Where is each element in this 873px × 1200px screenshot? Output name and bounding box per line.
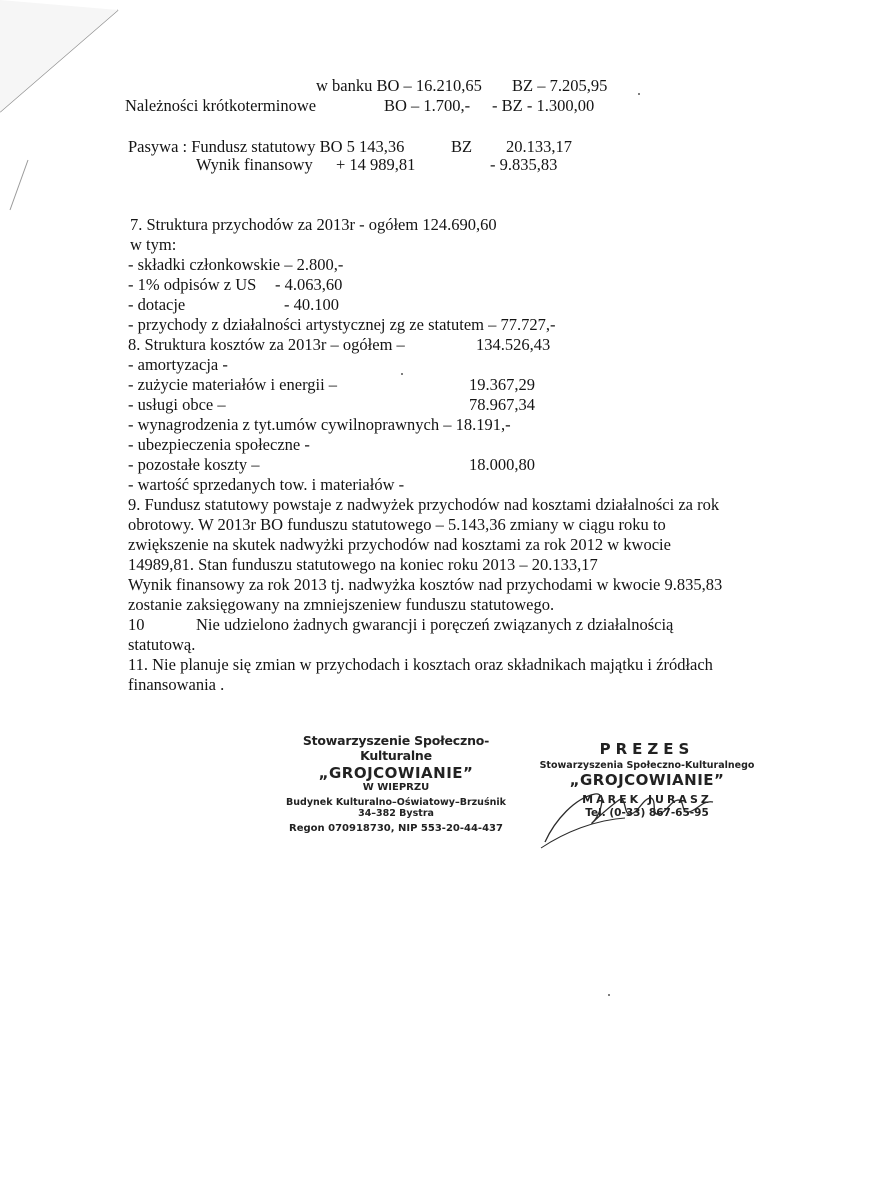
- revenue-artistic: - przychody z działalności artystycznej zg ze statutem – 77.727,-: [128, 315, 556, 334]
- section-11-line-2: finansowania .: [128, 675, 225, 694]
- receivables-bo: BO – 1.700,-: [384, 96, 471, 115]
- section-9-line-5: Wynik finansowy za rok 2013 tj. nadwyżka kosztów nad przychodami w kwocie 9.835,83: [128, 575, 723, 594]
- section-9-line-2: obrotowy. W 2013r BO funduszu statutowego – 5.143,36 zmiany w ciągu roku to: [128, 515, 666, 534]
- including-label: w tym:: [130, 235, 177, 254]
- receivables-bz: - BZ - 1.300,00: [492, 96, 595, 115]
- receivables-label: Należności krótkoterminowe: [125, 96, 317, 115]
- fund-bz-label: BZ: [451, 137, 473, 156]
- bank-bo: w banku BO – 16.210,65: [316, 76, 482, 95]
- stamp-location: W WIEPRZU: [362, 782, 430, 793]
- president-name: MAREK JURASZ: [582, 793, 712, 806]
- scan-speck: [638, 93, 640, 95]
- stamp-ids: Regon 070918730, NIP 553-20-44-437: [289, 823, 503, 834]
- stamp-org-type: Stowarzyszenie Społeczno-Kulturalne: [302, 733, 490, 763]
- handwritten-signature: [535, 770, 735, 850]
- bank-bz: BZ – 7.205,95: [512, 76, 608, 95]
- revenue-membership: - składki członkowskie – 2.800,-: [128, 255, 344, 274]
- cost-social-insurance: - ubezpieczenia społeczne -: [128, 435, 310, 454]
- stamp-postal: 34–382 Bystra: [358, 808, 434, 819]
- stamp-org-name: „GROJCOWIANIE”: [318, 764, 474, 782]
- fund-bo: Pasywa : Fundusz statutowy BO 5 143,36: [128, 137, 405, 156]
- cost-depreciation: - amortyzacja -: [128, 355, 228, 374]
- section-9-line-3: zwiększenie na skutek nadwyżki przychodów nad kosztami za rok 2012 w kwocie: [128, 535, 671, 554]
- section-9-line-6: zostanie zaksięgowany na zmniejszeniew funduszu statutowego.: [128, 595, 555, 614]
- section-9-line-4: 14989,81. Stan funduszu statutowego na koniec roku 2013 – 20.133,17: [128, 555, 598, 574]
- section-7-heading: 7. Struktura przychodów za 2013r - ogółem 124.690,60: [130, 215, 497, 234]
- cost-goods-sold: - wartość sprzedanych tow. i materiałów -: [128, 475, 405, 494]
- section-9-line-1: 9. Fundusz statutowy powstaje z nadwyżek przychodów nad kosztami działalności za rok: [128, 495, 720, 514]
- result-bo: + 14 989,81: [336, 155, 416, 174]
- scan-speck: [608, 994, 610, 996]
- section-11-line-1: 11. Nie planuje się zmian w przychodach i kosztach oraz składnikach majątku i źródłach: [128, 655, 713, 674]
- section-10-line-2: statutową.: [128, 635, 196, 654]
- cost-wages: - wynagrodzenia z tyt.umów cywilnoprawnych – 18.191,-: [128, 415, 511, 434]
- president-org-name: „GROJCOWIANIE”: [569, 771, 725, 789]
- stamp-building: Budynek Kulturalno–Oświatowy–Brzuśnik: [286, 797, 506, 808]
- president-phone: Tel. (0-33) 867-65-95: [585, 807, 709, 819]
- president-title: PREZES: [599, 740, 695, 758]
- result-bz: - 9.835,83: [490, 155, 558, 174]
- organization-stamp: [281, 733, 511, 834]
- document-page: w banku BO – 16.210,65 BZ – 7.205,95 Należności krótkoterminowe BO – 1.700,- - BZ - 1.300,00 Pasywa : Fundusz statutowy BO 5 143,36 BZ 20.133,17 Wynik finansowy + 14 989,81 - 9.835,83 7. Struktura przychodów za 2013r - ogółem 124.690,60 w tym: - składki członkowskie – 2.800,- - 1% odpisów z US - 4.063,60 - dotacje - 40.100 - przychody z działalności artystycznej zg ze statutem – 77.727,- 8. Struktura kosztów za 2013r – ogółem – 134.526,43 - amortyzacja - - zużycie materiałów i energii – 19.367,29 - usługi obce – 78.967,34 - wynagrodzenia z tyt.umów cywilnoprawnych – 18.191,- - ubezpieczenia społeczne - - pozostałe koszty – 18.000,80 - wartość sprzedanych tow. i materiałów - 9. Fundusz statutowy powstaje z nadwyżek przychodów nad kosztami działalności za rok obrotowy. W 2013r BO funduszu statutowego – 5.143,36 zmiany w ciągu roku to zwiększenie na skutek nadwyżki przychodów nad kosztami za rok 2012 w kwocie 14989,81. Stan funduszu statutowego na koniec roku 2013 – 20.133,17 Wynik finansowy za rok 2013 tj. nadwyżka kosztów nad przychodami w kwocie 9.835,83 zostanie zaksięgowany na zmniejszeniew funduszu statutowego. 10 Nie udzielono żadnych gwarancji i poręczeń związanych z działalnością statutową. 11. Nie planuje się zmian w przychodach i kosztach oraz składnikach majątku i źródłach finansowania . Stowarzyszenie Społeczno-Kulturalne „GROJCOWIANIE” W WIEPRZU Budynek Kulturalno–Oświatowy–Brzuśnik 34–382 Bystra Regon 070918730, NIP 553-20-44-437 PREZES Stowarzyszenia Społeczno-Kulturalnego „GROJCOWIANIE” MAREK JURASZ Tel. (0-33) 867-65-95: [0, 0, 873, 1200]
- scan-speck: [401, 373, 403, 375]
- president-org: Stowarzyszenia Społeczno-Kulturalnego: [539, 760, 755, 771]
- result-label: Wynik finansowy: [196, 155, 313, 174]
- fund-bz-value: 20.133,17: [506, 137, 572, 156]
